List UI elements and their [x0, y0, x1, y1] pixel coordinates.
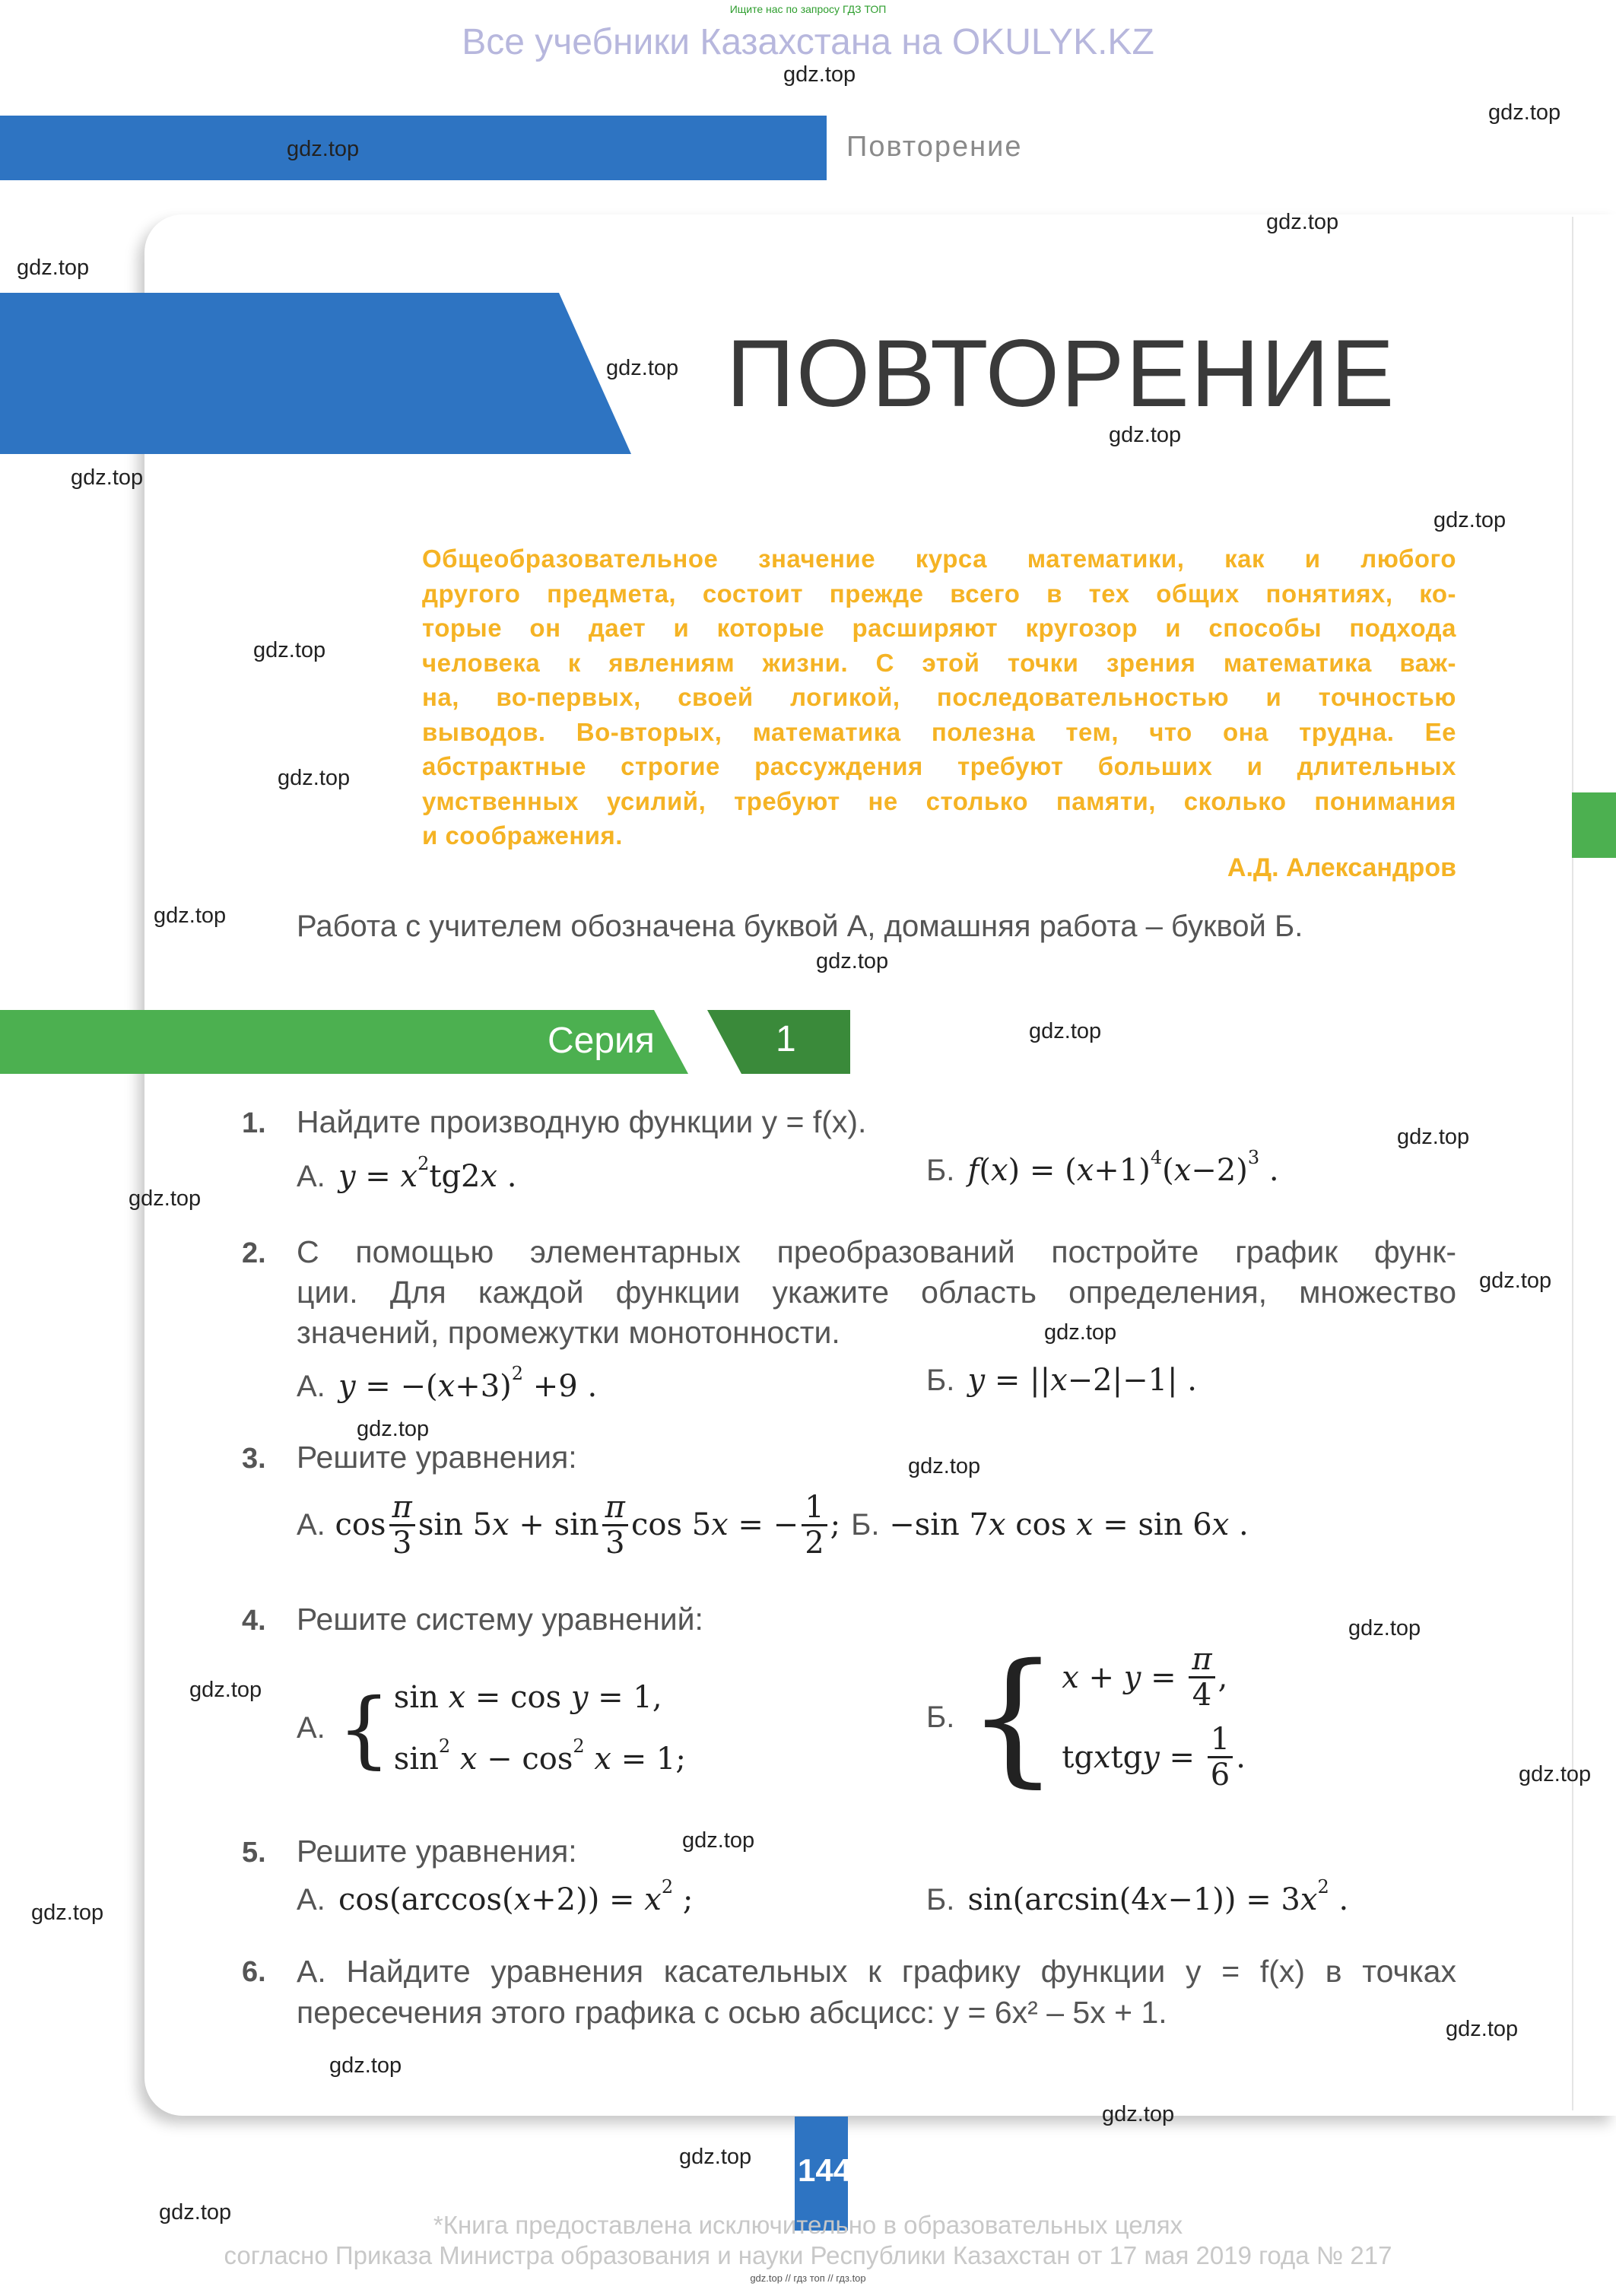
watermark: gdz.top: [129, 1186, 202, 1211]
problem-text: Решите систему уравнений:: [297, 1602, 703, 1637]
watermark: gdz.top: [682, 1828, 755, 1853]
label-a: А.: [297, 1883, 325, 1917]
problem-number: 5.: [242, 1837, 266, 1869]
brace-icon: {: [337, 1679, 391, 1777]
problem-3: [297, 1483, 1249, 1567]
problem-2a: [297, 1363, 597, 1404]
formula: $\cos(\arccos(x+2)) = x^2$ ;: [329, 1876, 694, 1917]
label-b: Б.: [926, 1364, 955, 1397]
problem-text: [297, 1951, 1456, 2033]
watermark: gdz.top: [17, 256, 90, 280]
watermark: gdz.top: [1348, 1616, 1421, 1640]
side-tab: [1572, 792, 1616, 858]
problem-1a: [297, 1153, 517, 1194]
formula: x + y = $\frac{\pi}{4}$ , tg x tg y = $\frac{1}{6}$ .: [1062, 1642, 1246, 1793]
formula: $y = -(x+3)^2 +9$ .: [338, 1363, 598, 1404]
formula: $\sin(\arcsin(4x-1)) = 3x^2$ .: [957, 1876, 1349, 1917]
watermark: gdz.top: [278, 766, 351, 790]
watermark: gdz.top: [1029, 1019, 1102, 1043]
watermark: gdz.top: [908, 1454, 981, 1478]
watermark: gdz.top: [1102, 2102, 1175, 2126]
series-number: 1: [776, 1019, 796, 1059]
watermark: gdz.top: [1397, 1125, 1470, 1149]
problem-number: 6.: [242, 1956, 266, 1988]
label-b: Б.: [926, 1883, 955, 1917]
watermark: gdz.top: [329, 2053, 402, 2078]
formula: sin x = cos y = 1, $\sin^2 x - \cos^2 x = 1$;: [393, 1680, 686, 1777]
epigraph-line: и соображения.: [422, 821, 623, 849]
problem-line: С помощью элементарных преобразований постройте график функ-: [297, 1234, 1456, 1269]
watermark: gdz.top: [253, 638, 326, 662]
page-edge-line: [1572, 217, 1573, 2110]
search-hint: Ищите нас по запросу ГДЗ ТОП: [729, 3, 887, 15]
watermark: gdz.top: [816, 949, 889, 973]
footer-tiny: gdz.top // гдз топ // гдз.top: [750, 2272, 866, 2284]
problem-line: А. Найдите уравнения касательных к графику функции y = f(x) в точках: [297, 1954, 1456, 1989]
label-b: Б.: [926, 1154, 955, 1187]
epigraph-line: выводов. Во-вторых, математика полезна тем, что она трудна. Ее: [422, 717, 1456, 746]
watermark: gdz.top: [1479, 1269, 1552, 1293]
watermark: gdz.top: [71, 465, 144, 490]
chapter-title: ПОВТОРЕНИЕ: [726, 321, 1396, 427]
problem-number: 2.: [242, 1237, 266, 1269]
title-banner: [0, 293, 631, 454]
epigraph-line: другого предмета, состоит прежде всего в тех общих понятиях, ко-: [422, 579, 1456, 608]
problem-text: Решите уравнения:: [297, 1440, 577, 1475]
site-title: Все учебники Казахстана на OKULYK.KZ: [462, 22, 1154, 62]
section-header: Повторение: [846, 131, 1023, 163]
watermark: gdz.top: [1433, 508, 1506, 532]
problem-1b: [926, 1147, 1279, 1188]
problem-text: [297, 1232, 1456, 1353]
brace-icon: {: [967, 1633, 1059, 1801]
problem-line: пересечения этого графика с осью абсцисс: y = 6x² – 5x + 1.: [297, 1995, 1167, 2030]
epigraph-line: абстрактные строгие рассуждения требуют больших и длительных: [422, 752, 1456, 780]
formula: cos $\frac{\pi}{3}$ sin 5 x + sin $\frac{\pi}{3}$ cos 5 x = − $\frac{1}{2}$ ;: [325, 1489, 841, 1561]
formula: −sin 7x cos x = sin 6x .: [879, 1507, 1249, 1542]
label-b: Б.: [926, 1700, 955, 1734]
label-a: А.: [297, 1160, 325, 1193]
watermark: gdz.top: [1266, 210, 1339, 234]
problem-number: 3.: [242, 1443, 266, 1475]
footer-line: согласно Приказа Министра образования и науки Республики Казахстан от 17 мая 2019 года № 217: [224, 2241, 1392, 2269]
epigraph-line: человека к явлениям жизни. С этой точки зрения математика важ-: [422, 648, 1456, 677]
watermark: gdz.top: [1488, 100, 1561, 125]
watermark: gdz.top: [783, 62, 856, 87]
epigraph: [422, 541, 1456, 853]
problem-5b: [926, 1876, 1348, 1917]
header-blue-bar: [0, 116, 827, 180]
problem-line: ции. Для каждой функции укажите область определения, множество: [297, 1275, 1456, 1310]
label-b: Б.: [851, 1507, 880, 1542]
watermark: gdz.top: [1109, 423, 1182, 447]
watermark: gdz.top: [154, 903, 227, 928]
problem-text: Найдите производную функции y = f(x).: [297, 1104, 867, 1139]
label-a: А.: [297, 1370, 325, 1403]
series-banner: [0, 1010, 850, 1074]
problem-4a: [297, 1673, 686, 1783]
problem-text: Решите уравнения:: [297, 1834, 577, 1869]
watermark: gdz.top: [189, 1678, 262, 1702]
label-a: А.: [297, 1507, 325, 1542]
epigraph-line: Общеобразовательное значение курса математики, как и любого: [422, 545, 1456, 573]
formula: $y = x^2tg2x$ .: [338, 1153, 517, 1194]
problem-5a: [297, 1876, 693, 1917]
epigraph-author: А.Д. Александров: [1227, 853, 1456, 882]
label-a: А.: [297, 1711, 325, 1745]
problem-4b: [926, 1633, 1246, 1801]
watermark: gdz.top: [1519, 1762, 1592, 1786]
problem-number: 1.: [242, 1107, 266, 1139]
watermark: gdz.top: [31, 1901, 104, 1925]
watermark: gdz.top: [606, 356, 679, 380]
watermark: gdz.top: [287, 137, 360, 161]
formula: y = ||x−2|−1| .: [967, 1363, 1197, 1398]
epigraph-line: на, во-первых, своей логикой, последовательностью и точностью: [422, 683, 1456, 711]
footer-line: *Книга предоставлена исключительно в образовательных целях: [433, 2211, 1183, 2239]
legend-note: Работа с учителем обозначена буквой А, домашняя работа – буквой Б.: [297, 910, 1303, 943]
watermark: gdz.top: [159, 2200, 232, 2225]
epigraph-line: умственных усилий, требуют не столько памяти, сколько понимания: [422, 786, 1456, 815]
watermark: gdz.top: [1044, 1320, 1117, 1345]
watermark: gdz.top: [679, 2145, 752, 2169]
page-number: 144: [798, 2152, 852, 2188]
series-label: Серия: [548, 1021, 655, 1061]
watermark: gdz.top: [1446, 2017, 1519, 2041]
formula: $f(x) = (x+1)^4(x-2)^3$ .: [967, 1147, 1279, 1188]
problem-line: значений, промежутки монотонности.: [297, 1315, 840, 1350]
watermark: gdz.top: [357, 1417, 430, 1441]
problem-number: 4.: [242, 1605, 266, 1637]
epigraph-line: торые он дает и которые расширяют кругозор и способы подхода: [422, 614, 1456, 642]
problem-2b: [926, 1363, 1197, 1398]
